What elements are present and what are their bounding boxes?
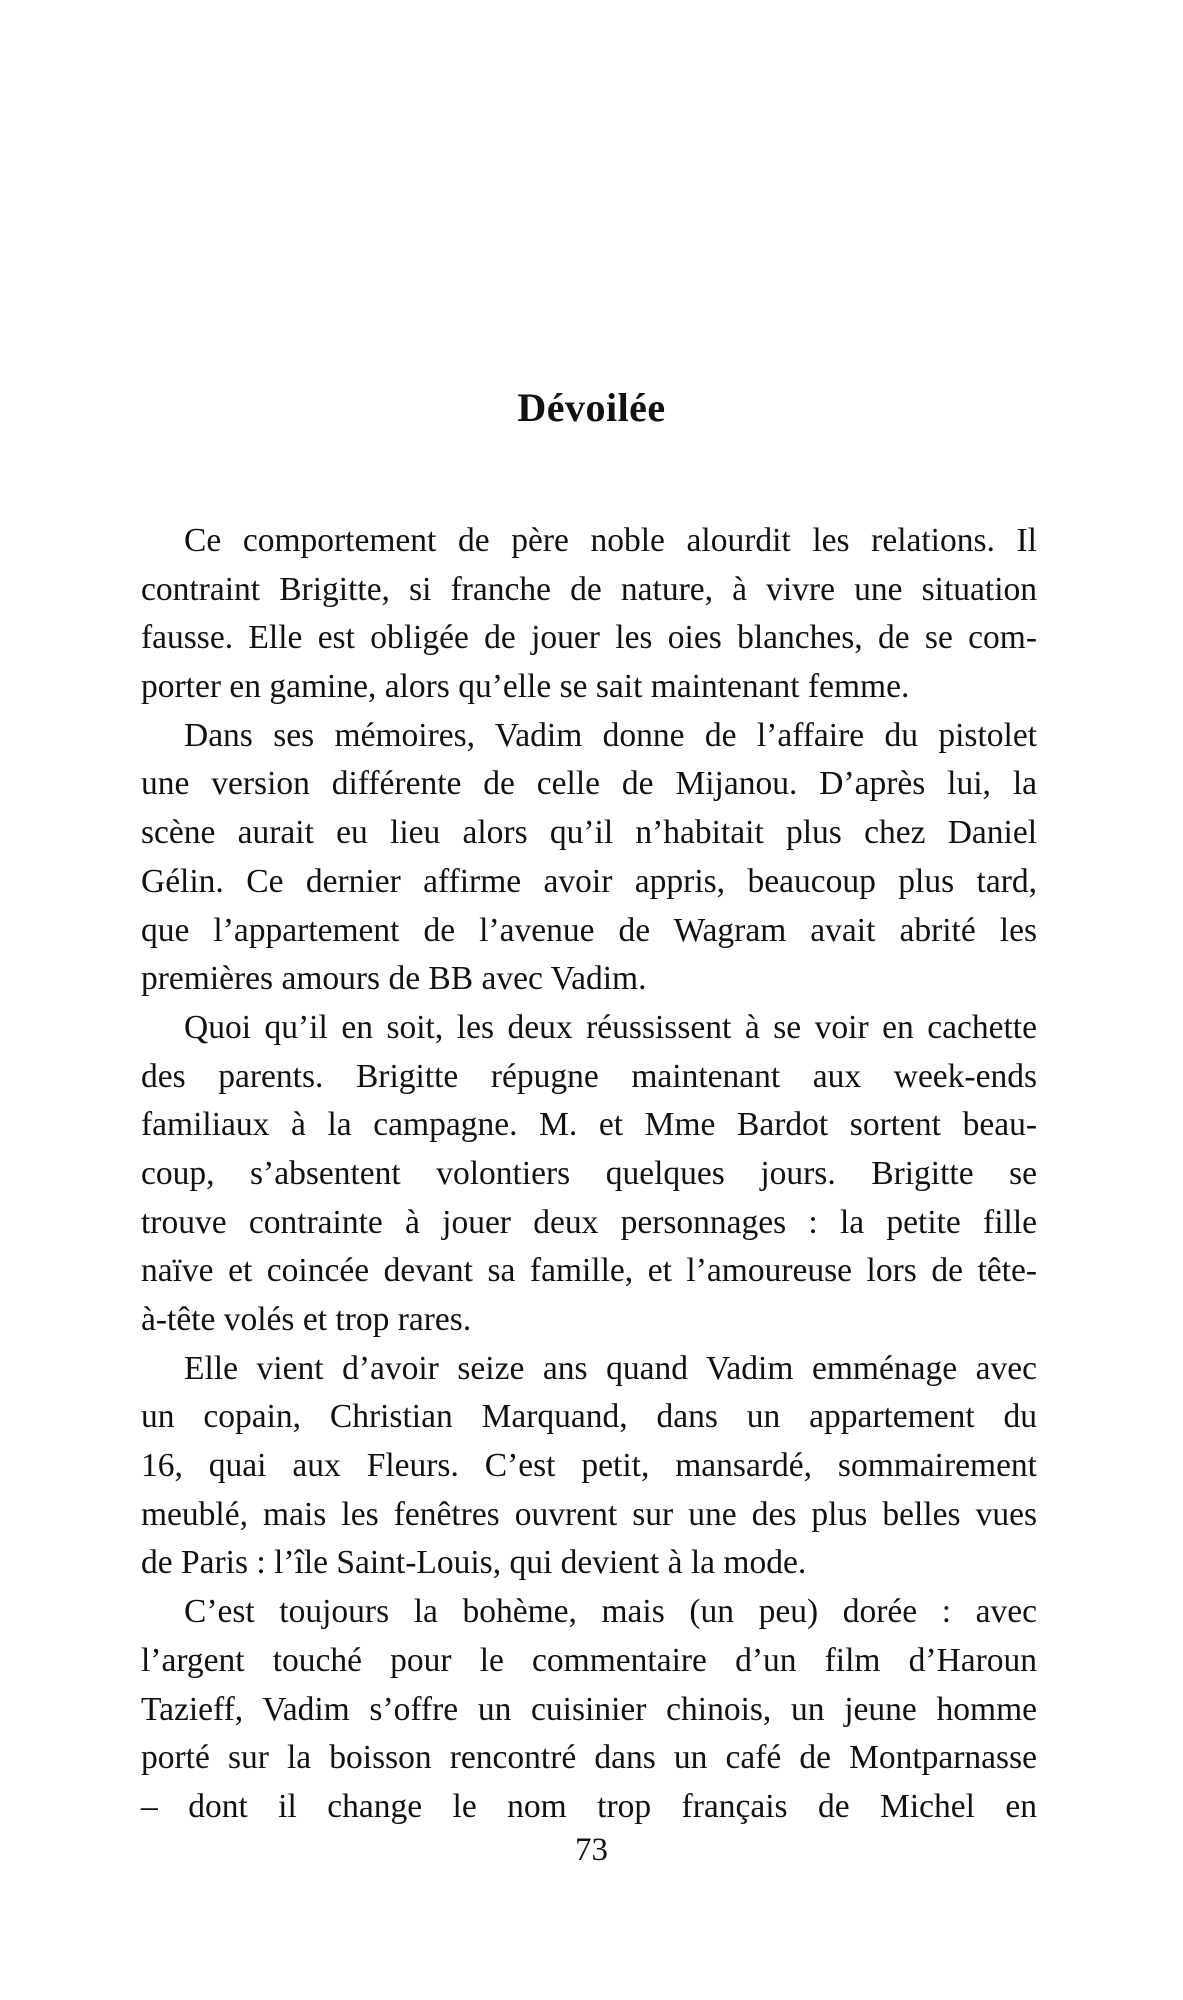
page-number: 73 [575,1832,608,1868]
text-line: porter en gamine, alors qu’elle se sait maintenant femme. [141,668,910,706]
text-line: premières amours de BB avec Vadim. [141,960,647,998]
text-line: C’est toujours la bohème, mais (un peu) dorée : avec [184,1593,1037,1631]
chapter-title: Dévoilée [517,385,666,430]
text-line: un copain, Christian Marquand, dans un appartement du [141,1398,1037,1436]
text-line: porté sur la boisson rencontré dans un café de Montparnasse [141,1739,1037,1777]
text-line: 16, quai aux Fleurs. C’est petit, mansardé, sommairement [141,1447,1037,1485]
text-line: à-tête volés et trop rares. [141,1301,472,1338]
text-line: Gélin. Ce dernier affirme avoir appris, beaucoup plus tard, [141,862,1037,900]
text-line: fausse. Elle est obligée de jouer les oies blanches, de se com- [141,619,1037,657]
text-line: contraint Brigitte, si franche de nature, à vivre une situation [141,570,1037,608]
text-line: familiaux à la campagne. M. et Mme Bardot sortent beau- [141,1106,1037,1144]
text-line: scène aurait eu lieu alors qu’il n’habitait plus chez Daniel [141,814,1037,852]
text-line: Quoi qu’il en soit, les deux réussissent à se voir en cachette [184,1008,1037,1046]
text-line: Tazieff, Vadim s’offre un cuisinier chinois, un jeune homme [141,1690,1037,1728]
text-line: de Paris : l’île Saint-Louis, qui devient à la mode. [141,1544,807,1582]
text-line: des parents. Brigitte répugne maintenant aux week-ends [141,1057,1037,1095]
text-line: une version différente de celle de Mijanou. D’après lui, la [141,765,1037,803]
text-line: coup, s’absentent volontiers quelques jours. Brigitte se [141,1154,1037,1192]
text-line: trouve contrainte à jouer deux personnages : la petite fille [141,1203,1037,1241]
text-line: – dont il change le nom trop français de Michel en [141,1787,1037,1825]
body-text [141,517,1037,1832]
text-line: que l’appartement de l’avenue de Wagram avait abrité les [141,911,1037,949]
text-line: Dans ses mémoires, Vadim donne de l’affaire du pistolet [184,716,1037,754]
text-line: naïve et coincée devant sa famille, et l’amoureuse lors de tête- [141,1252,1037,1290]
text-line: Elle vient d’avoir seize ans quand Vadim emménage avec [184,1349,1037,1387]
text-line: l’argent touché pour le commentaire d’un film d’Haroun [141,1641,1037,1679]
text-line: Ce comportement de père noble alourdit les relations. Il [184,522,1037,559]
text-line: meublé, mais les fenêtres ouvrent sur une des plus belles vues [141,1495,1037,1533]
